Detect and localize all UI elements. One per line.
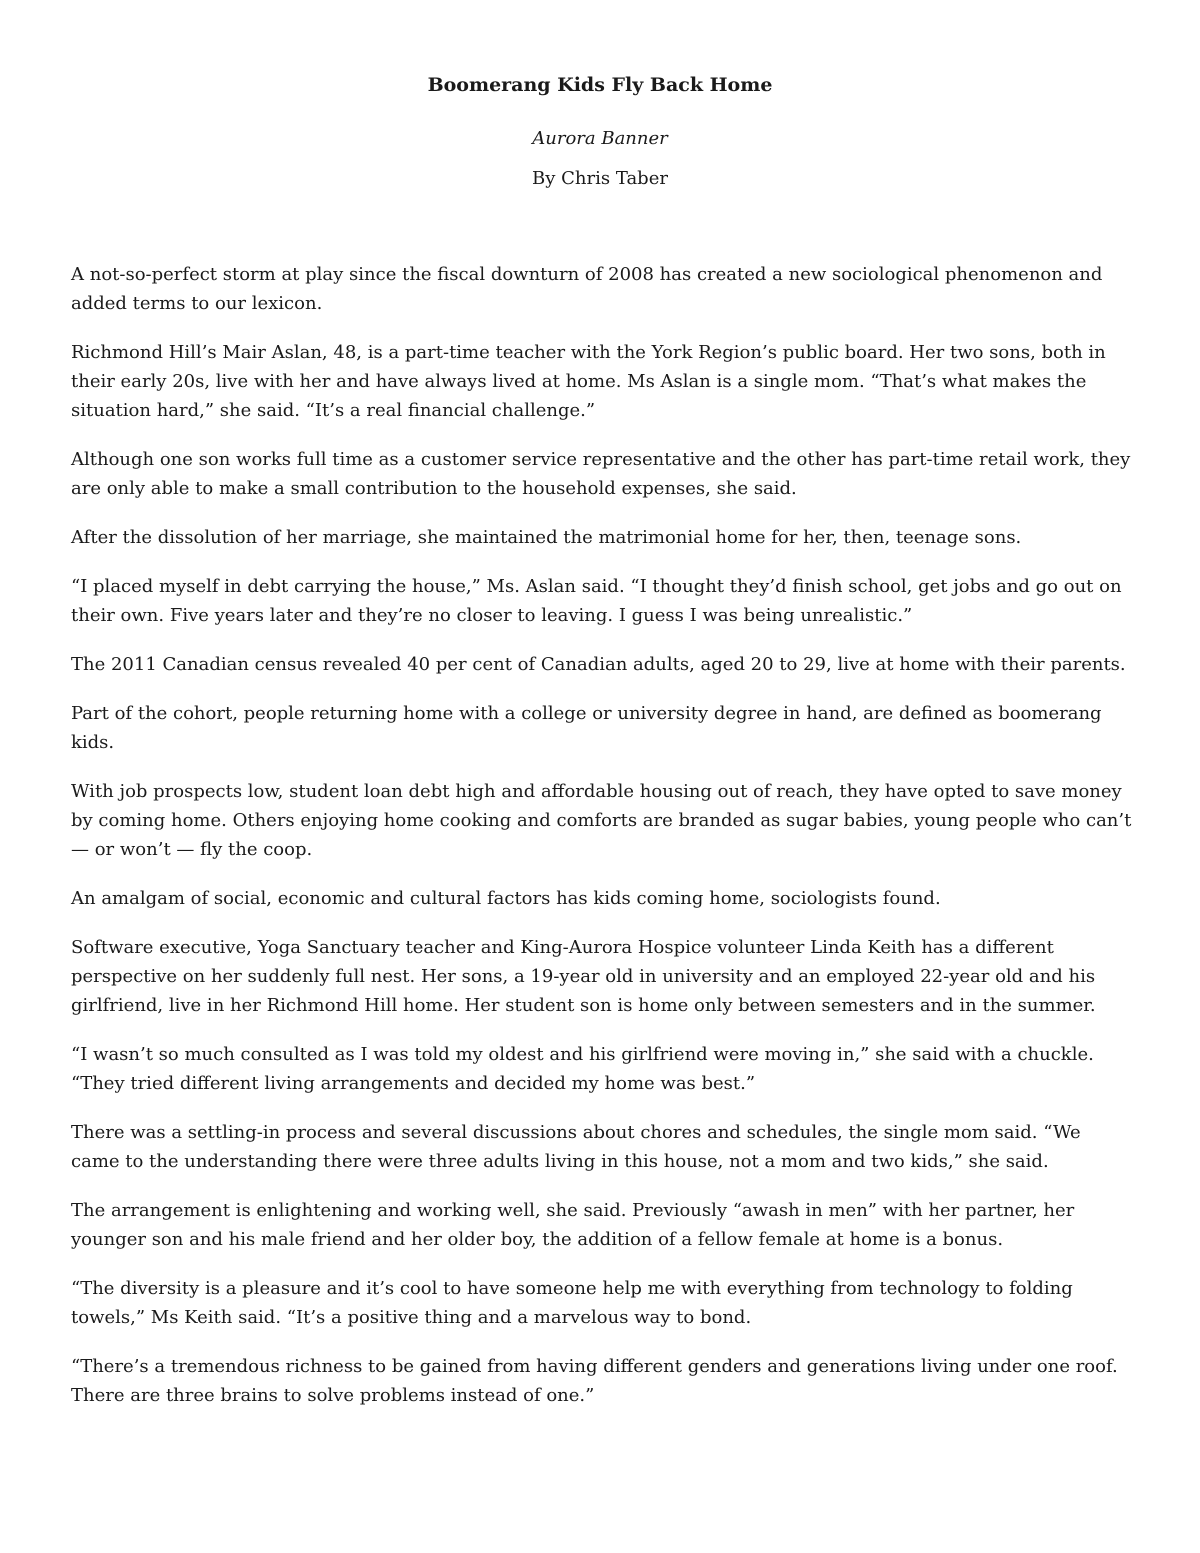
publication-name: Aurora Banner bbox=[532, 128, 668, 149]
paragraph: “I wasn’t so much consulted as I was told my oldest and his girlfriend were moving in,” she said with a chuckle. “They tried different living arrangements and decided my home was best.” bbox=[71, 1044, 1094, 1094]
paragraph: Although one son works full time as a customer service representative and the other has part-time retail work, they are only able to make a small contribution to the household expenses, she said. bbox=[71, 449, 1131, 499]
paragraph: Richmond Hill’s Mair Aslan, 48, is a part-time teacher with the York Region’s public board. Her two sons, both in their early 20s, live with her and have always lived at home. Ms Aslan is a single mom. “That’s what makes the situation hard,” she said. “It’s a real financial challenge.” bbox=[71, 342, 1106, 421]
paragraph: There was a settling-in process and several discussions about chores and schedules, the single mom said. “We came to the understanding there were three adults living in this house, not a mom and two kids,” she said. bbox=[71, 1122, 1081, 1172]
paragraph: A not-so-perfect storm at play since the fiscal downturn of 2008 has created a new sociological phenomenon and added terms to our lexicon. bbox=[71, 264, 1103, 314]
paragraph: After the dissolution of her marriage, she maintained the matrimonial home for her, then, teenage sons. bbox=[71, 527, 1022, 548]
paragraph: The 2011 Canadian census revealed 40 per cent of Canadian adults, aged 20 to 29, live at home with their parents. bbox=[71, 654, 1126, 675]
paragraph: The arrangement is enlightening and working well, she said. Previously “awash in men” with her partner, her younger son and his male friend and her older boy, the addition of a fellow female at home is a bonus. bbox=[71, 1200, 1075, 1250]
article-title: Boomerang Kids Fly Back Home bbox=[427, 74, 773, 96]
article-body bbox=[71, 260, 1133, 1430]
paragraph: Software executive, Yoga Sanctuary teacher and King-Aurora Hospice volunteer Linda Keith has a different perspective on her suddenly full nest. Her sons, a 19-year old in university and an employed 22-year old and his girlfriend, live in her Richmond Hill home. Her student son is home only between semesters and in the summer. bbox=[71, 937, 1096, 1016]
paragraph: Part of the cohort, people returning home with a college or university degree in hand, are defined as boomerang kids. bbox=[71, 703, 1102, 753]
byline: By Chris Taber bbox=[532, 168, 668, 189]
paragraph: An amalgam of social, economic and cultural factors has kids coming home, sociologists found. bbox=[71, 888, 941, 909]
paragraph: “I placed myself in debt carrying the house,” Ms. Aslan said. “I thought they’d finish school, get jobs and go out on their own. Five years later and they’re no closer to leaving. I guess I was being unrealistic.” bbox=[71, 576, 1122, 626]
paragraph: “The diversity is a pleasure and it’s cool to have someone help me with everything from technology to folding towels,” Ms Keith said. “It’s a positive thing and a marvelous way to bond. bbox=[71, 1278, 1073, 1328]
paragraph: With job prospects low, student loan debt high and affordable housing out of reach, they have opted to save money by coming home. Others enjoying home cooking and comforts are branded as sugar babies, young people who can’t — or won’t — fly the coop. bbox=[71, 781, 1132, 860]
paragraph: “There’s a tremendous richness to be gained from having different genders and generations living under one roof. There are three brains to solve problems instead of one.” bbox=[71, 1356, 1118, 1406]
